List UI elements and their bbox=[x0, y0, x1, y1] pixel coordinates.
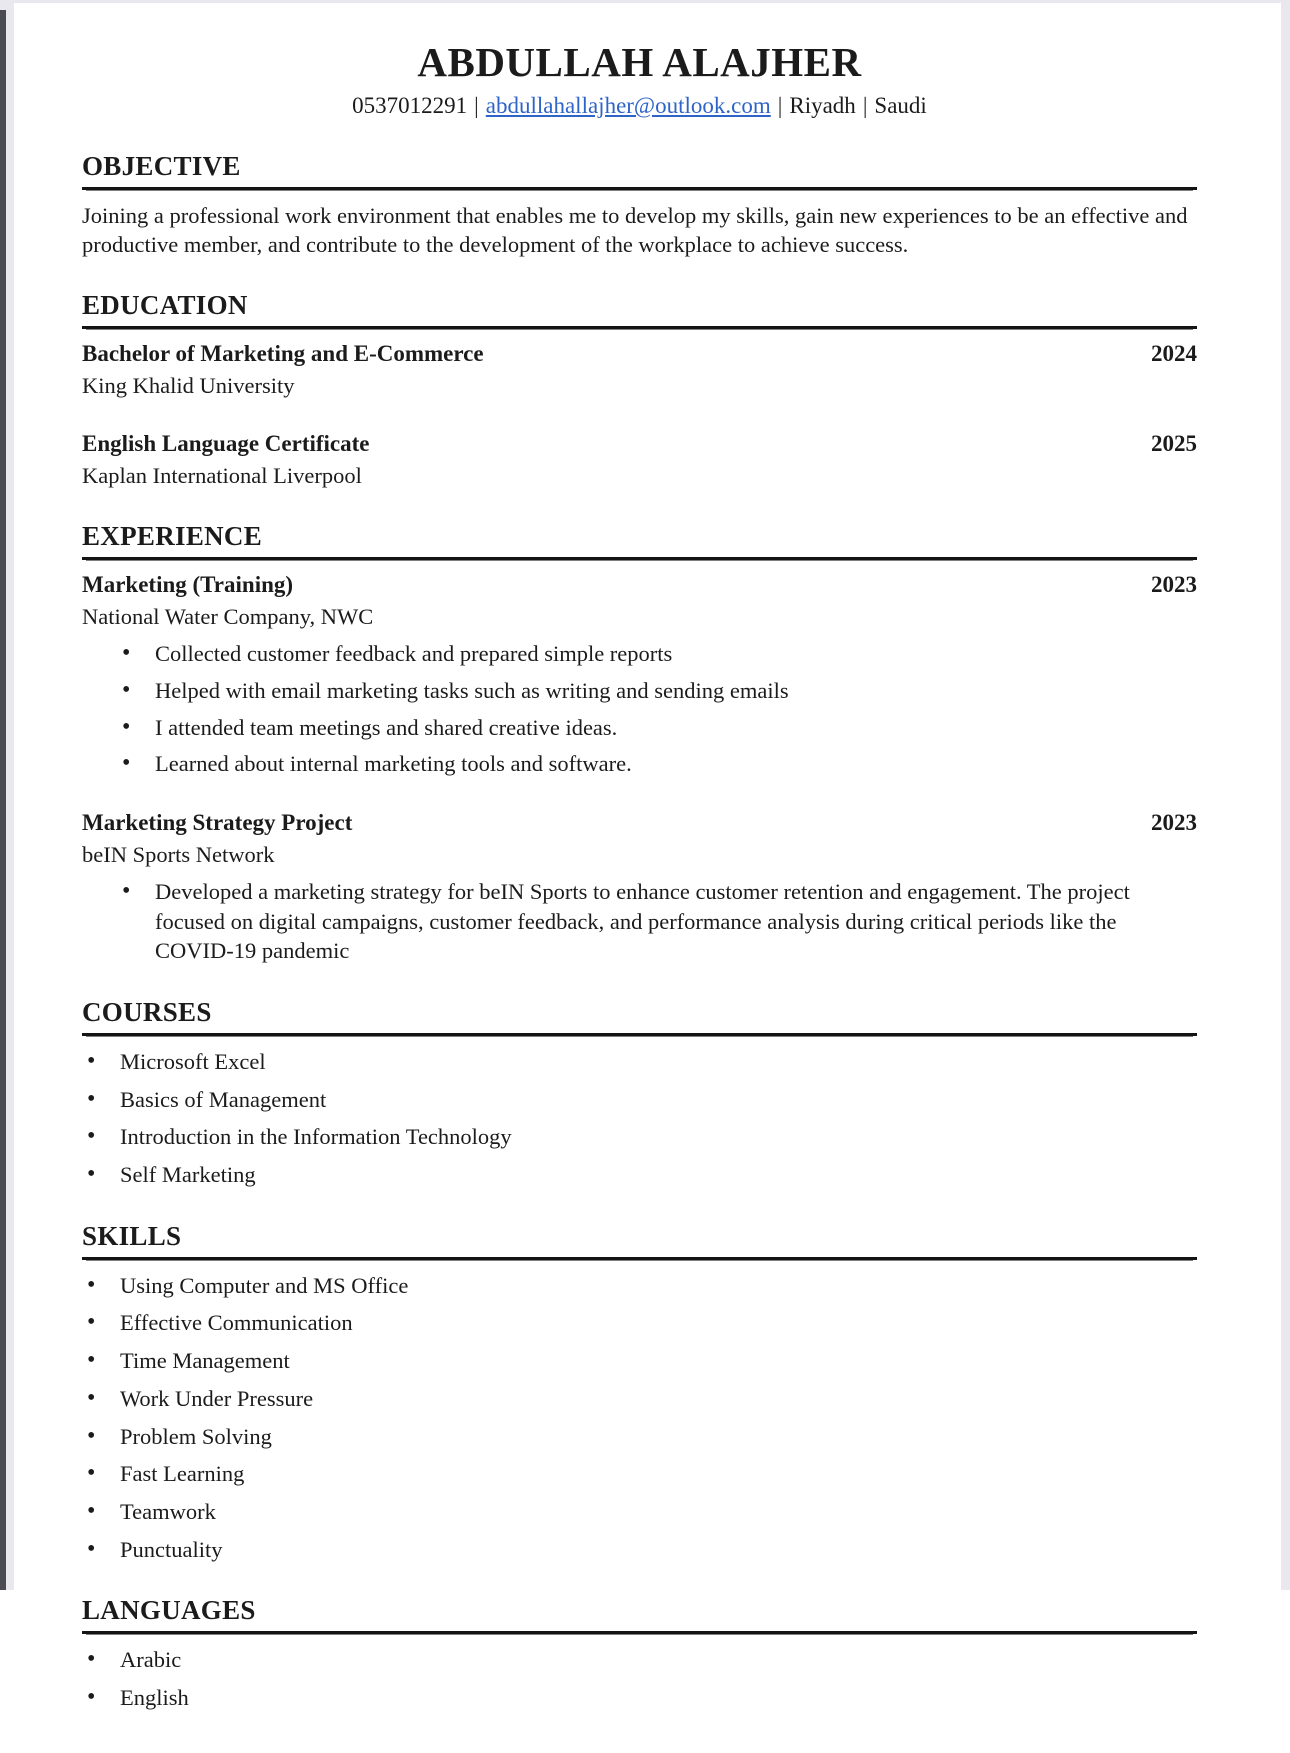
skill-item: • Teamwork bbox=[82, 1497, 1197, 1527]
degree-title: English Language Certificate bbox=[82, 431, 370, 457]
education-entry bbox=[82, 340, 1197, 400]
resume-header bbox=[82, 40, 1197, 120]
company-name: National Water Company, NWC bbox=[82, 603, 374, 629]
contact-line bbox=[82, 92, 1197, 120]
job-title: Marketing (Training) bbox=[82, 572, 294, 598]
phone-number: 0537012291 bbox=[352, 93, 468, 119]
skill-item: • Fast Learning bbox=[82, 1459, 1197, 1489]
education-entry bbox=[82, 430, 1197, 490]
course-item: • Basics of Management bbox=[82, 1085, 1197, 1115]
language-item: • English bbox=[82, 1683, 1197, 1713]
contact-country: Saudi bbox=[874, 93, 927, 119]
course-item: • Introduction in the Information Technology bbox=[82, 1122, 1197, 1152]
job-year: 2023 bbox=[1151, 572, 1197, 598]
experience-bullet: • Collected customer feedback and prepared simple reports bbox=[82, 639, 1197, 669]
institution-name: King Khalid University bbox=[82, 372, 295, 398]
skill-item: • Effective Communication bbox=[82, 1308, 1197, 1338]
skill-item: • Work Under Pressure bbox=[82, 1384, 1197, 1414]
languages-list bbox=[82, 1645, 1197, 1712]
experience-bullet: • Helped with email marketing tasks such as writing and sending emails bbox=[82, 676, 1197, 706]
experience-entry bbox=[82, 571, 1197, 779]
section-title-education: EDUCATION bbox=[82, 290, 1197, 329]
job-title: Marketing Strategy Project bbox=[82, 809, 353, 835]
page-edge-right bbox=[1281, 0, 1290, 1590]
candidate-name: ABDULLAH ALAJHER bbox=[417, 39, 862, 85]
experience-bullet: • Developed a marketing strategy for beIN Sports to enhance customer retention and engagement. The project focused on digital campaigns, customer feedback, and performance analysis during critical periods like the COVID-19 pandemic bbox=[82, 877, 1197, 966]
section-title-courses: COURSES bbox=[82, 997, 1197, 1036]
course-item: • Microsoft Excel bbox=[82, 1047, 1197, 1077]
job-year: 2023 bbox=[1151, 809, 1197, 835]
company-name: beIN Sports Network bbox=[82, 841, 275, 867]
contact-separator: | bbox=[777, 93, 783, 119]
section-title-objective: OBJECTIVE bbox=[82, 151, 1197, 190]
section-title-skills: SKILLS bbox=[82, 1221, 1197, 1260]
experience-bullet-list bbox=[82, 877, 1197, 966]
language-item: • Arabic bbox=[82, 1645, 1197, 1675]
objective-text: Joining a professional work environment that enables me to develop my skills, gain new experiences to be an effective and productive member, and contribute to the development of the workplace to achieve success. bbox=[82, 202, 1188, 257]
skill-item: • Using Computer and MS Office bbox=[82, 1271, 1197, 1301]
section-title-experience: EXPERIENCE bbox=[82, 521, 1197, 560]
contact-separator: | bbox=[862, 93, 868, 119]
courses-list bbox=[82, 1047, 1197, 1190]
section-experience bbox=[82, 521, 1197, 966]
contact-separator: | bbox=[474, 93, 479, 119]
institution-name: Kaplan International Liverpool bbox=[82, 462, 362, 488]
section-courses bbox=[82, 997, 1197, 1190]
skills-list bbox=[82, 1271, 1197, 1565]
degree-title: Bachelor of Marketing and E-Commerce bbox=[82, 341, 484, 367]
experience-entry bbox=[82, 809, 1197, 966]
experience-bullet: • Learned about internal marketing tools and software. bbox=[82, 749, 1197, 779]
degree-year: 2024 bbox=[1151, 341, 1197, 367]
section-education bbox=[82, 290, 1197, 490]
section-languages bbox=[82, 1595, 1197, 1712]
degree-year: 2025 bbox=[1151, 431, 1197, 457]
section-title-languages: LANGUAGES bbox=[82, 1595, 1197, 1634]
section-objective bbox=[82, 151, 1197, 260]
page-edge-left-dark bbox=[0, 10, 6, 1590]
section-skills bbox=[82, 1221, 1197, 1565]
experience-bullet-list bbox=[82, 639, 1197, 779]
skill-item: • Punctuality bbox=[82, 1535, 1197, 1565]
contact-city: Riyadh bbox=[789, 93, 856, 119]
course-item: • Self Marketing bbox=[82, 1160, 1197, 1190]
skill-item: • Problem Solving bbox=[82, 1422, 1197, 1452]
experience-bullet: • I attended team meetings and shared creative ideas. bbox=[82, 713, 1197, 743]
email-link[interactable]: abdullahallajher@outlook.com bbox=[485, 93, 771, 119]
resume-page bbox=[14, 0, 1281, 1753]
skill-item: • Time Management bbox=[82, 1346, 1197, 1376]
